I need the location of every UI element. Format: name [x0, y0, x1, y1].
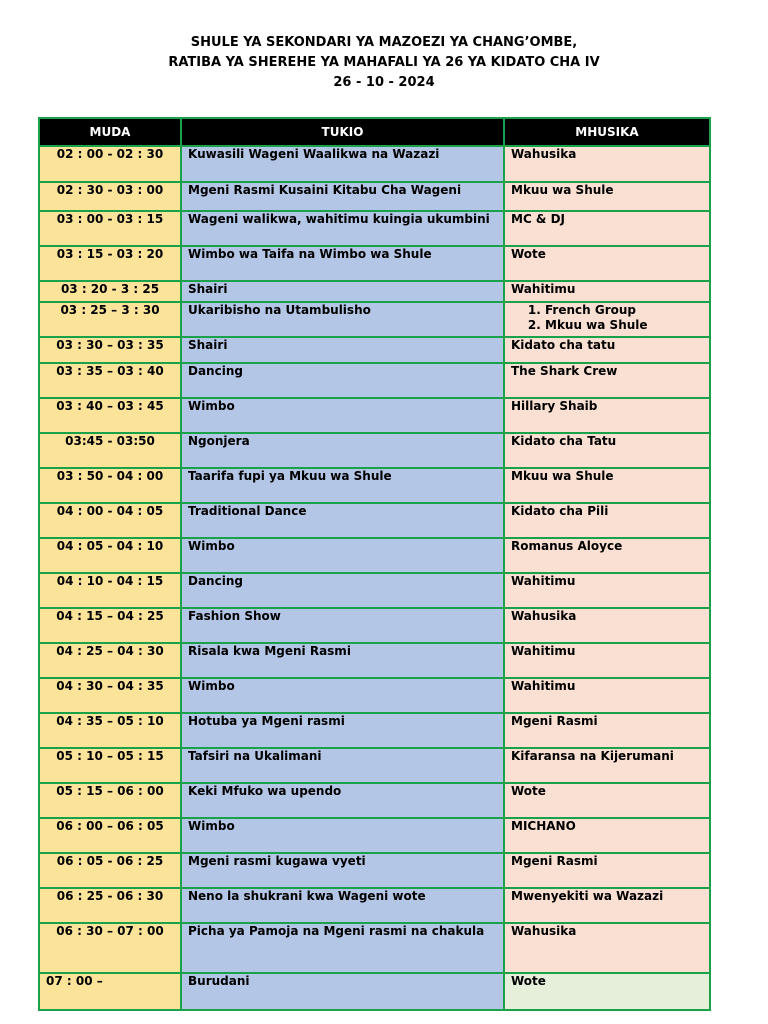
- table-row: [39, 748, 710, 783]
- responsible-cell: Wahusika: [504, 146, 710, 182]
- time-cell: 03 : 30 – 03 : 35: [39, 337, 181, 363]
- time-cell: 04 : 35 – 05 : 10: [39, 713, 181, 748]
- responsible-cell: Mkuu wa Shule: [504, 468, 710, 503]
- responsible-cell: Romanus Aloyce: [504, 538, 710, 573]
- event-cell: Kuwasili Wageni Waalikwa na Wazazi: [181, 146, 504, 182]
- table-header-row: [39, 118, 710, 146]
- table-row: [39, 503, 710, 538]
- time-cell: 04 : 10 - 04 : 15: [39, 573, 181, 608]
- schedule-table: [38, 117, 711, 1011]
- responsible-list-item: 1. French Group: [545, 303, 703, 318]
- time-cell: 03:45 - 03:50: [39, 433, 181, 468]
- event-cell: Dancing: [181, 573, 504, 608]
- table-row: [39, 783, 710, 818]
- time-cell: 04 : 05 - 04 : 10: [39, 538, 181, 573]
- table-row: [39, 608, 710, 643]
- table-row: [39, 363, 710, 398]
- event-cell: Mgeni Rasmi Kusaini Kitabu Cha Wageni: [181, 182, 504, 211]
- responsible-cell: Kidato cha Pili: [504, 503, 710, 538]
- column-header-tukio: TUKIO: [181, 118, 504, 146]
- responsible-cell: Mwenyekiti wa Wazazi: [504, 888, 710, 923]
- responsible-cell: Kifaransa na Kijerumani: [504, 748, 710, 783]
- time-cell: 03 : 40 – 03 : 45: [39, 398, 181, 433]
- table-row: [39, 468, 710, 503]
- responsible-cell: Kidato cha tatu: [504, 337, 710, 363]
- responsible-cell: The Shark Crew: [504, 363, 710, 398]
- event-cell: Wageni walikwa, wahitimu kuingia ukumbini: [181, 211, 504, 246]
- time-cell: 03 : 00 - 03 : 15: [39, 211, 181, 246]
- responsible-cell: Wote: [504, 246, 710, 281]
- table-row: [39, 678, 710, 713]
- responsible-cell: Kidato cha Tatu: [504, 433, 710, 468]
- table-row: [39, 973, 710, 1010]
- event-cell: Neno la shukrani kwa Wageni wote: [181, 888, 504, 923]
- event-cell: Ngonjera: [181, 433, 504, 468]
- time-cell: 04 : 30 – 04 : 35: [39, 678, 181, 713]
- responsible-cell: Wahitimu: [504, 281, 710, 302]
- time-cell: 02 : 30 - 03 : 00: [39, 182, 181, 211]
- responsible-cell: Mkuu wa Shule: [504, 182, 710, 211]
- table-row: [39, 643, 710, 678]
- table-row: [39, 211, 710, 246]
- responsible-cell: Hillary Shaib: [504, 398, 710, 433]
- event-cell: Wimbo: [181, 398, 504, 433]
- responsible-cell: Wote: [504, 783, 710, 818]
- school-name: SHULE YA SEKONDARI YA MAZOEZI YA CHANG’OMBE,: [190, 35, 578, 50]
- event-cell: Wimbo: [181, 818, 504, 853]
- event-cell: Burudani: [181, 973, 504, 1010]
- event-cell: Picha ya Pamoja na Mgeni rasmi na chakula: [181, 923, 504, 973]
- table-row: [39, 853, 710, 888]
- responsible-cell: Wote: [504, 973, 710, 1010]
- table-row: [39, 281, 710, 302]
- time-cell: 05 : 15 – 06 : 00: [39, 783, 181, 818]
- time-cell: 03 : 50 - 04 : 00: [39, 468, 181, 503]
- table-row: [39, 818, 710, 853]
- table-row: [39, 888, 710, 923]
- responsible-cell: [504, 302, 710, 337]
- event-cell: Mgeni rasmi kugawa vyeti: [181, 853, 504, 888]
- time-cell: 06 : 30 – 07 : 00: [39, 923, 181, 973]
- responsible-cell: Wahusika: [504, 923, 710, 973]
- event-cell: Wimbo: [181, 538, 504, 573]
- column-header-muda: MUDA: [39, 118, 181, 146]
- table-row: [39, 302, 710, 337]
- table-row: [39, 923, 710, 973]
- table-row: [39, 713, 710, 748]
- event-cell: Wimbo wa Taifa na Wimbo wa Shule: [181, 246, 504, 281]
- responsible-cell: Wahusika: [504, 608, 710, 643]
- time-cell: 03 : 20 - 3 : 25: [39, 281, 181, 302]
- event-cell: Ukaribisho na Utambulisho: [181, 302, 504, 337]
- time-cell: 06 : 25 - 06 : 30: [39, 888, 181, 923]
- responsible-cell: MC & DJ: [504, 211, 710, 246]
- time-cell: 02 : 00 - 02 : 30: [39, 146, 181, 182]
- time-cell: 04 : 15 – 04 : 25: [39, 608, 181, 643]
- event-cell: Fashion Show: [181, 608, 504, 643]
- table-row: [39, 573, 710, 608]
- time-cell: 03 : 15 - 03 : 20: [39, 246, 181, 281]
- event-cell: Wimbo: [181, 678, 504, 713]
- time-cell: 04 : 25 – 04 : 30: [39, 643, 181, 678]
- table-row: [39, 433, 710, 468]
- event-cell: Traditional Dance: [181, 503, 504, 538]
- table-row: [39, 146, 710, 182]
- time-cell: 06 : 05 - 06 : 25: [39, 853, 181, 888]
- event-cell: Taarifa fupi ya Mkuu wa Shule: [181, 468, 504, 503]
- responsible-cell: Wahitimu: [504, 573, 710, 608]
- table-row: [39, 538, 710, 573]
- document-header: [0, 33, 768, 93]
- event-cell: Keki Mfuko wa upendo: [181, 783, 504, 818]
- time-cell: 03 : 35 – 03 : 40: [39, 363, 181, 398]
- time-cell: 04 : 00 - 04 : 05: [39, 503, 181, 538]
- column-header-mhusika: MHUSIKA: [504, 118, 710, 146]
- table-row: [39, 182, 710, 211]
- responsible-list: [511, 303, 703, 333]
- time-cell: 03 : 25 – 3 : 30: [39, 302, 181, 337]
- event-cell: Hotuba ya Mgeni rasmi: [181, 713, 504, 748]
- responsible-cell: Wahitimu: [504, 678, 710, 713]
- time-cell: 05 : 10 – 05 : 15: [39, 748, 181, 783]
- responsible-cell: Mgeni Rasmi: [504, 853, 710, 888]
- responsible-cell: MICHANO: [504, 818, 710, 853]
- schedule-title: RATIBA YA SHEREHE YA MAHAFALI YA 26 YA KIDATO CHA IV: [168, 55, 600, 70]
- event-cell: Risala kwa Mgeni Rasmi: [181, 643, 504, 678]
- table-row: [39, 398, 710, 433]
- schedule-body: [39, 146, 710, 1010]
- time-cell: 07 : 00 –: [39, 973, 181, 1010]
- responsible-cell: Wahitimu: [504, 643, 710, 678]
- event-date: 26 - 10 - 2024: [333, 75, 435, 90]
- event-cell: Shairi: [181, 337, 504, 363]
- event-cell: Shairi: [181, 281, 504, 302]
- event-cell: Tafsiri na Ukalimani: [181, 748, 504, 783]
- time-cell: 06 : 00 – 06 : 05: [39, 818, 181, 853]
- table-row: [39, 246, 710, 281]
- responsible-cell: Mgeni Rasmi: [504, 713, 710, 748]
- responsible-list-item: 2. Mkuu wa Shule: [545, 318, 703, 333]
- table-row: [39, 337, 710, 363]
- event-cell: Dancing: [181, 363, 504, 398]
